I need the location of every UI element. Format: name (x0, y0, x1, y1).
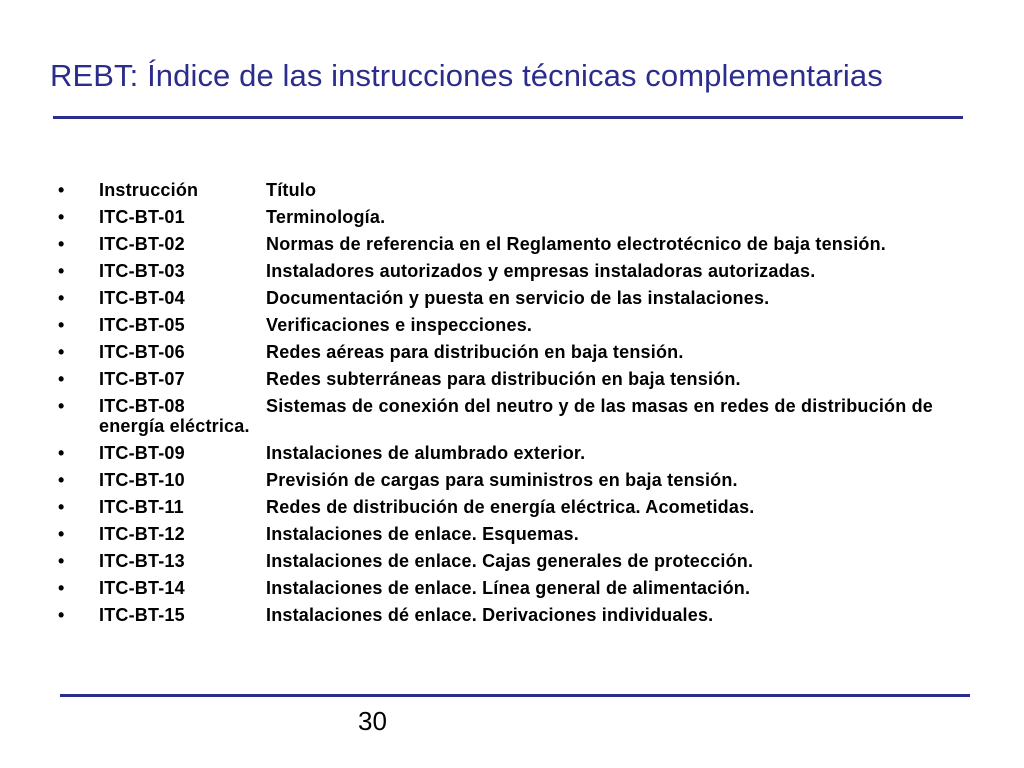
item-title: Redes aéreas para distribución en baja tensión. (266, 341, 684, 362)
item-code: ITC-BT-03 (99, 260, 185, 281)
item-code: ITC-BT-07 (99, 368, 185, 389)
item-title: Título (266, 180, 317, 200)
item-title: Previsión de cargas para suministros en baja tensión. (266, 470, 738, 491)
bullet-icon: • (58, 314, 65, 335)
item-title: Terminología. (266, 206, 386, 227)
list-item (58, 470, 958, 490)
item-title: Instalaciones de enlace. Cajas generales de protección. (266, 551, 754, 572)
bullet-icon: • (58, 497, 65, 518)
list-item (58, 396, 958, 437)
list-item (58, 342, 958, 362)
list-item (58, 315, 958, 335)
bullet-icon: • (58, 180, 65, 200)
item-title: Sistemas de conexión del neutro y de las masas en redes de distribución de energía eléctrica. (99, 395, 934, 437)
item-code: Instrucción (99, 180, 199, 200)
list-item (58, 261, 958, 281)
bullet-icon: • (58, 233, 65, 254)
item-code: ITC-BT-12 (99, 524, 185, 545)
itc-index-list (58, 180, 958, 632)
item-code: ITC-BT-04 (99, 287, 185, 308)
bullet-icon: • (58, 524, 65, 545)
list-item (58, 207, 958, 227)
bullet-icon: • (58, 395, 65, 416)
bullet-icon: • (58, 470, 65, 491)
item-code: ITC-BT-13 (99, 551, 185, 572)
bullet-icon: • (58, 551, 65, 572)
item-code: ITC-BT-05 (99, 314, 185, 335)
bullet-icon: • (58, 605, 65, 626)
bullet-icon: • (58, 206, 65, 227)
item-code: ITC-BT-02 (99, 233, 185, 254)
list-item (58, 524, 958, 544)
item-code: ITC-BT-06 (99, 341, 185, 362)
list-item (58, 605, 958, 625)
footer-rule (60, 694, 970, 697)
item-title: Normas de referencia en el Reglamento electrotécnico de baja tensión. (266, 233, 886, 254)
bullet-icon: • (58, 578, 65, 599)
item-title: Documentación y puesta en servicio de las instalaciones. (266, 287, 770, 308)
item-code: ITC-BT-09 (99, 443, 185, 464)
list-item (58, 180, 958, 200)
item-code: ITC-BT-14 (99, 578, 185, 599)
item-title: Instalaciones de enlace. Línea general de alimentación. (266, 578, 751, 599)
item-title: Redes subterráneas para distribución en baja tensión. (266, 368, 741, 389)
item-code: ITC-BT-11 (99, 497, 184, 518)
item-title: Instalaciones de alumbrado exterior. (266, 443, 586, 464)
list-item (58, 369, 958, 389)
slide-title: REBT: Índice de las instrucciones técnicas complementarias (50, 58, 883, 93)
item-code: ITC-BT-01 (99, 206, 185, 227)
item-title: Verificaciones e inspecciones. (266, 314, 533, 335)
bullet-icon: • (58, 260, 65, 281)
item-title: Instalaciones dé enlace. Derivaciones individuales. (266, 605, 714, 626)
bullet-icon: • (58, 341, 65, 362)
list-item (58, 288, 958, 308)
list-item (58, 443, 958, 463)
bullet-icon: • (58, 443, 65, 464)
item-title: Instalaciones de enlace. Esquemas. (266, 524, 579, 545)
bullet-icon: • (58, 368, 65, 389)
list-item (58, 578, 958, 598)
page-number: 30 (358, 706, 387, 736)
item-title: Instaladores autorizados y empresas instaladoras autorizadas. (266, 260, 816, 281)
item-title: Redes de distribución de energía eléctrica. Acometidas. (266, 497, 755, 518)
list-item (58, 497, 958, 517)
list-item (58, 551, 958, 571)
item-code: ITC-BT-10 (99, 470, 185, 491)
list-item (58, 234, 958, 254)
title-underline (53, 116, 963, 119)
bullet-icon: • (58, 287, 65, 308)
item-code: ITC-BT-08 (99, 395, 185, 416)
item-code: ITC-BT-15 (99, 605, 185, 626)
